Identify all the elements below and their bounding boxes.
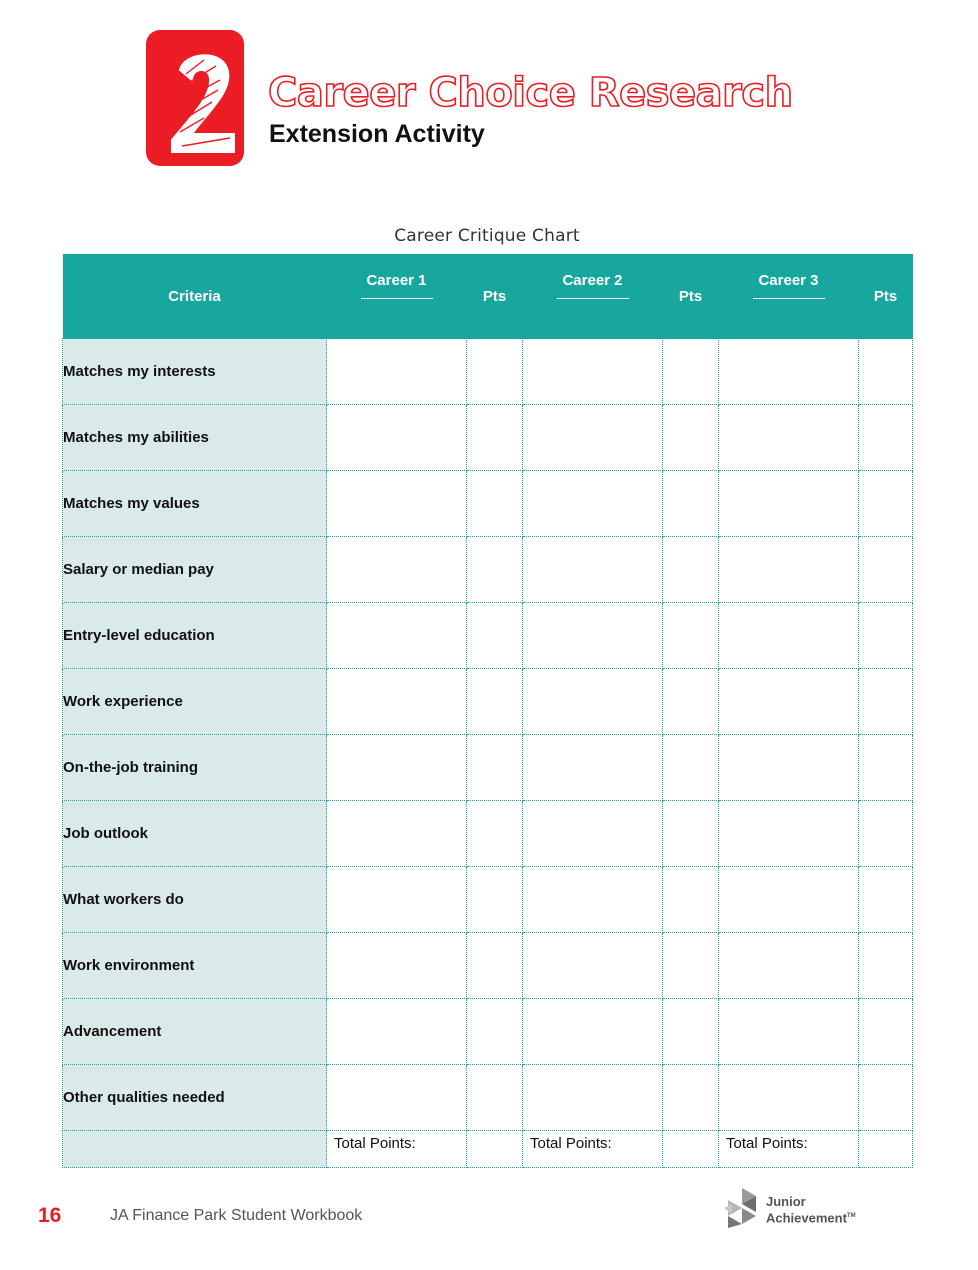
career3-cell[interactable] bbox=[719, 735, 859, 801]
career2-cell[interactable] bbox=[523, 471, 663, 537]
chapter-number-graphic bbox=[146, 30, 244, 166]
career1-cell[interactable] bbox=[327, 735, 467, 801]
total-criteria-cell bbox=[63, 1131, 327, 1168]
career3-pts-cell[interactable] bbox=[859, 933, 913, 999]
career2-cell[interactable] bbox=[523, 603, 663, 669]
table-row bbox=[63, 735, 913, 801]
career1-cell[interactable] bbox=[327, 471, 467, 537]
career3-total-cell[interactable] bbox=[859, 1131, 913, 1168]
career3-cell[interactable] bbox=[719, 1065, 859, 1131]
page-subtitle: Extension Activity bbox=[269, 120, 485, 148]
criteria-label: Matches my interests bbox=[63, 339, 327, 405]
career1-pts-cell[interactable] bbox=[467, 735, 523, 801]
table-row bbox=[63, 471, 913, 537]
pts3-header: Pts bbox=[859, 254, 913, 339]
criteria-label: On-the-job training bbox=[63, 735, 327, 801]
career2-cell[interactable] bbox=[523, 999, 663, 1065]
career1-cell[interactable] bbox=[327, 801, 467, 867]
career3-label: Career 3 bbox=[758, 272, 819, 289]
career2-pts-cell[interactable] bbox=[663, 933, 719, 999]
career1-cell[interactable] bbox=[327, 999, 467, 1065]
career2-cell[interactable] bbox=[523, 1065, 663, 1131]
table-row bbox=[63, 339, 913, 405]
career1-name-line[interactable] bbox=[361, 297, 433, 299]
career3-pts-cell[interactable] bbox=[859, 867, 913, 933]
career1-cell[interactable] bbox=[327, 933, 467, 999]
career2-total-cell[interactable] bbox=[663, 1131, 719, 1168]
career2-pts-cell[interactable] bbox=[663, 537, 719, 603]
career1-pts-cell[interactable] bbox=[467, 537, 523, 603]
table-row bbox=[63, 1065, 913, 1131]
career3-header bbox=[719, 254, 859, 339]
career2-pts-cell[interactable] bbox=[663, 735, 719, 801]
criteria-label: Entry-level education bbox=[63, 603, 327, 669]
career3-pts-cell[interactable] bbox=[859, 537, 913, 603]
career2-cell[interactable] bbox=[523, 537, 663, 603]
career3-cell[interactable] bbox=[719, 603, 859, 669]
career2-pts-cell[interactable] bbox=[663, 1065, 719, 1131]
pts1-header: Pts bbox=[467, 254, 523, 339]
career-critique-table bbox=[62, 254, 913, 1168]
career2-cell[interactable] bbox=[523, 933, 663, 999]
pts2-header: Pts bbox=[663, 254, 719, 339]
criteria-label: Advancement bbox=[63, 999, 327, 1065]
career2-cell[interactable] bbox=[523, 735, 663, 801]
career1-pts-cell[interactable] bbox=[467, 471, 523, 537]
criteria-label: Job outlook bbox=[63, 801, 327, 867]
career1-pts-cell[interactable] bbox=[467, 801, 523, 867]
criteria-header: Criteria bbox=[63, 254, 327, 339]
career2-pts-cell[interactable] bbox=[663, 471, 719, 537]
chart-caption: Career Critique Chart bbox=[394, 226, 580, 246]
workbook-title: JA Finance Park Student Workbook bbox=[110, 1207, 363, 1224]
career3-cell[interactable] bbox=[719, 405, 859, 471]
career2-pts-cell[interactable] bbox=[663, 999, 719, 1065]
career1-pts-cell[interactable] bbox=[467, 405, 523, 471]
career1-header bbox=[327, 254, 467, 339]
career1-cell[interactable] bbox=[327, 603, 467, 669]
career2-total-label: Total Points: bbox=[523, 1131, 663, 1168]
career2-pts-cell[interactable] bbox=[663, 801, 719, 867]
career1-pts-cell[interactable] bbox=[467, 867, 523, 933]
junior-achievement-logo bbox=[722, 1186, 882, 1236]
career1-cell[interactable] bbox=[327, 669, 467, 735]
table-row bbox=[63, 999, 913, 1065]
career3-cell[interactable] bbox=[719, 471, 859, 537]
criteria-label: Work experience bbox=[63, 669, 327, 735]
table-body bbox=[63, 339, 913, 1168]
career3-pts-cell[interactable] bbox=[859, 735, 913, 801]
table-header-row bbox=[63, 254, 913, 339]
career1-cell[interactable] bbox=[327, 537, 467, 603]
career2-pts-cell[interactable] bbox=[663, 603, 719, 669]
career1-pts-cell[interactable] bbox=[467, 1065, 523, 1131]
ja-wordmark: Junior Achievement™ bbox=[766, 1194, 856, 1226]
table-row bbox=[63, 933, 913, 999]
career2-name-line[interactable] bbox=[557, 297, 629, 299]
chapter-number-badge bbox=[146, 30, 244, 166]
career3-cell[interactable] bbox=[719, 867, 859, 933]
career3-name-line[interactable] bbox=[753, 297, 825, 299]
career3-pts-cell[interactable] bbox=[859, 339, 913, 405]
career2-cell[interactable] bbox=[523, 801, 663, 867]
career1-pts-cell[interactable] bbox=[467, 669, 523, 735]
career2-header bbox=[523, 254, 663, 339]
career1-pts-cell[interactable] bbox=[467, 999, 523, 1065]
career1-pts-cell[interactable] bbox=[467, 339, 523, 405]
career3-cell[interactable] bbox=[719, 933, 859, 999]
career3-pts-cell[interactable] bbox=[859, 471, 913, 537]
career3-cell[interactable] bbox=[719, 339, 859, 405]
career3-cell[interactable] bbox=[719, 801, 859, 867]
career2-pts-cell[interactable] bbox=[663, 405, 719, 471]
career3-pts-cell[interactable] bbox=[859, 1065, 913, 1131]
career1-total-cell[interactable] bbox=[467, 1131, 523, 1168]
career2-cell[interactable] bbox=[523, 405, 663, 471]
criteria-label: Salary or median pay bbox=[63, 537, 327, 603]
career1-label: Career 1 bbox=[366, 272, 427, 289]
career3-pts-cell[interactable] bbox=[859, 603, 913, 669]
career2-cell[interactable] bbox=[523, 669, 663, 735]
criteria-label: What workers do bbox=[63, 867, 327, 933]
career2-pts-cell[interactable] bbox=[663, 867, 719, 933]
table-row bbox=[63, 801, 913, 867]
career1-cell[interactable] bbox=[327, 867, 467, 933]
table-row bbox=[63, 405, 913, 471]
table-row bbox=[63, 669, 913, 735]
career1-cell[interactable] bbox=[327, 339, 467, 405]
ja-wordmark-line2: Achievement bbox=[766, 1210, 847, 1226]
page-number: 16 bbox=[38, 1204, 62, 1227]
career2-label: Career 2 bbox=[562, 272, 623, 289]
page-title: Career Choice Research bbox=[268, 70, 793, 116]
career2-cell[interactable] bbox=[523, 339, 663, 405]
career3-pts-cell[interactable] bbox=[859, 405, 913, 471]
career3-pts-cell[interactable] bbox=[859, 801, 913, 867]
career1-total-label: Total Points: bbox=[327, 1131, 467, 1168]
career3-pts-cell[interactable] bbox=[859, 669, 913, 735]
career2-pts-cell[interactable] bbox=[663, 339, 719, 405]
career2-pts-cell[interactable] bbox=[663, 669, 719, 735]
criteria-label: Matches my abilities bbox=[63, 405, 327, 471]
criteria-label: Work environment bbox=[63, 933, 327, 999]
total-points-row bbox=[63, 1131, 913, 1168]
table-row bbox=[63, 537, 913, 603]
table-row bbox=[63, 867, 913, 933]
career3-cell[interactable] bbox=[719, 669, 859, 735]
career2-cell[interactable] bbox=[523, 867, 663, 933]
career3-total-label: Total Points: bbox=[719, 1131, 859, 1168]
ja-wordmark-line1: Junior bbox=[766, 1194, 806, 1209]
junior-achievement-logo-icon bbox=[722, 1186, 762, 1230]
career1-cell[interactable] bbox=[327, 1065, 467, 1131]
career1-cell[interactable] bbox=[327, 405, 467, 471]
career3-cell[interactable] bbox=[719, 537, 859, 603]
career1-pts-cell[interactable] bbox=[467, 933, 523, 999]
career3-pts-cell[interactable] bbox=[859, 999, 913, 1065]
criteria-label: Matches my values bbox=[63, 471, 327, 537]
table-row bbox=[63, 603, 913, 669]
career3-cell[interactable] bbox=[719, 999, 859, 1065]
career1-pts-cell[interactable] bbox=[467, 603, 523, 669]
criteria-label: Other qualities needed bbox=[63, 1065, 327, 1131]
